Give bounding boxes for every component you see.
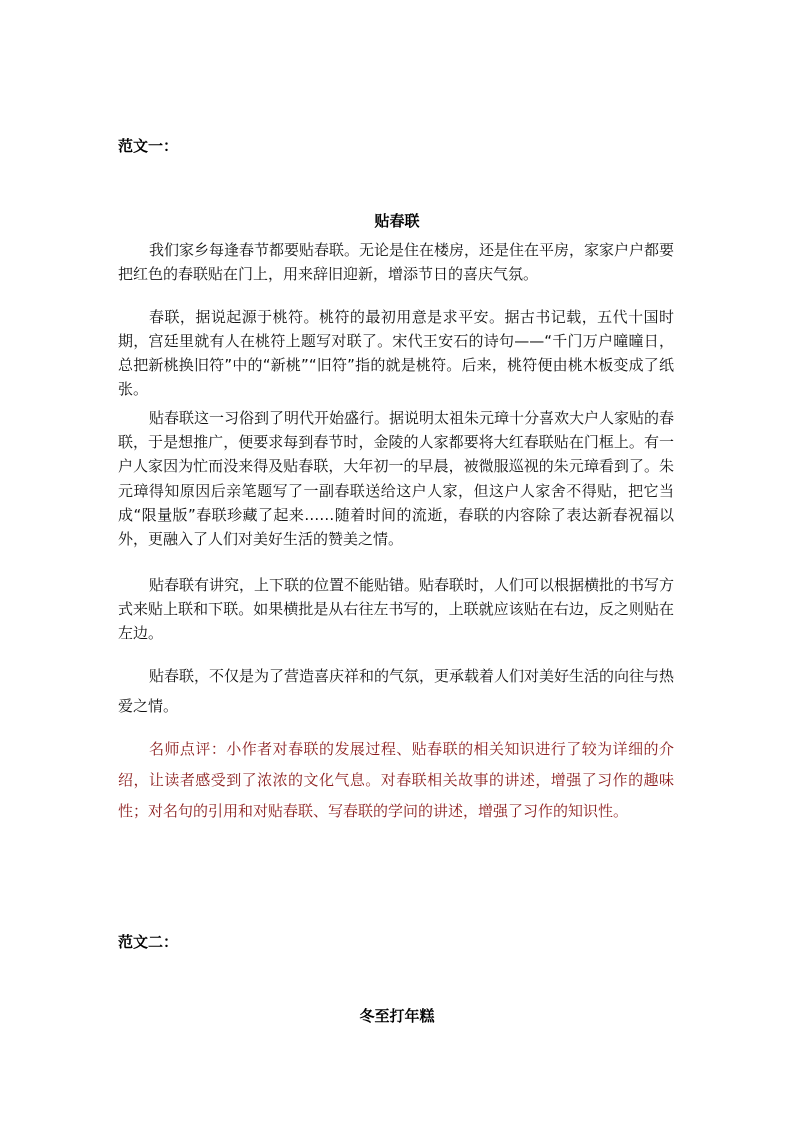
essay-paragraph-3: 贴春联这一习俗到了明代开始盛行。据说明太祖朱元璋十分喜欢大户人家贴的春联，于是想推广，便要求每到春节时，金陵的人家都要将大红春联贴在门框上。有一户人家因为忙而没来得及贴春联，大年初一的早晨，被微服巡视的朱元璋看到了。朱元璋得知原因后亲笔题写了一副春联送给这户人家，但这户人家舍不得贴，把它当成“限量版”春联珍藏了起来……随着时间的流逝，春联的内容除了表达新春祝福以外，更融入了人们对美好生活的赞美之情。 xyxy=(118,409,675,549)
sample-two-heading: 范文二： xyxy=(118,933,179,951)
essay-paragraph-2: 春联，据说起源于桃符。桃符的最初用意是求平安。据古书记载，五代十国时期，宫廷里就有人在桃符上题写对联了。宋代王安石的诗句——“千门万户曈曈日，总把新桃换旧符”中的“新桃”“旧符”指的就是桃符。后来，桃符便由桃木板变成了纸张。 xyxy=(118,308,674,398)
teacher-comment: 名师点评：小作者对春联的发展过程、贴春联的相关知识进行了较为详细的介绍，让读者感受到了浓浓的文化气息。对春联相关故事的讲述，增强了习作的趣味性；对名句的引用和对贴春联、写春联的学问的讲述，增强了习作的知识性。 xyxy=(118,740,674,820)
essay-paragraph-4: 贴春联有讲究，上下联的位置不能贴错。贴春联时，人们可以根据横批的书写方式来贴上联和下联。如果横批是从右往左书写的，上联就应该贴在右边，反之则贴在左边。 xyxy=(118,576,675,642)
essay-paragraph-5: 贴春联，不仅是为了营造喜庆祥和的气氛，更承载着人们对美好生活的向往与热爱之情。 xyxy=(118,667,675,715)
sample-one-heading: 范文一： xyxy=(118,137,179,155)
essay-paragraph-1: 我们家乡每逢春节都要贴春联。无论是住在楼房，还是住在平房，家家户户都要把红色的春联贴在门上，用来辞旧迎新，增添节日的喜庆气氛。 xyxy=(118,241,675,283)
essay-title-winter-solstice: 冬至打年糕 xyxy=(359,1007,435,1025)
essay-title-spring-couplets: 贴春联 xyxy=(374,212,420,230)
